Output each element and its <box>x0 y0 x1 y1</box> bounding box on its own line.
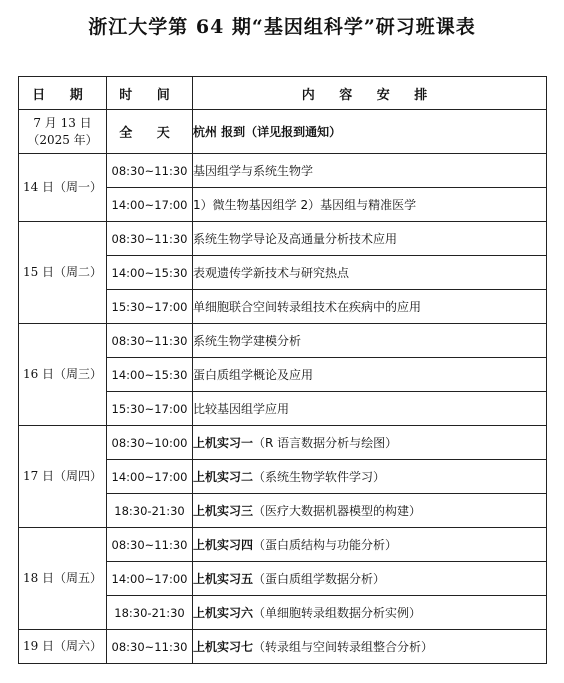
content-cell: 基因组学与系统生物学 <box>193 154 547 188</box>
session-label: 上机实习一 <box>193 436 254 450</box>
session-detail: （医疗大数据机器模型的构建） <box>253 504 422 518</box>
date-year: （2025 年） <box>27 132 98 147</box>
content-cell <box>193 630 547 664</box>
table-row <box>19 154 547 188</box>
header-content: 内 容 安 排 <box>193 77 547 110</box>
table-row <box>19 110 547 154</box>
date-cell: 18 日（周五） <box>19 528 107 630</box>
session-detail: （R 语言数据分析与绘图） <box>253 436 398 450</box>
header-row <box>19 77 547 110</box>
date-cell: 19 日（周六） <box>19 630 107 664</box>
time-cell: 18:30-21:30 <box>107 494 193 528</box>
session-detail: （转录组与空间转录组整合分析） <box>253 640 434 654</box>
time-cell: 08:30~11:30 <box>107 528 193 562</box>
time-cell: 18:30-21:30 <box>107 596 193 630</box>
time-cell: 14:00~15:30 <box>107 256 193 290</box>
content-cell: 单细胞联合空间转录组技术在疾病中的应用 <box>193 290 547 324</box>
session-label: 上机实习五 <box>193 572 254 586</box>
session-label: 上机实习四 <box>193 538 254 552</box>
date-line: 7 月 13 日 <box>33 115 92 130</box>
header-date: 日 期 <box>19 77 107 110</box>
content-cell <box>193 562 547 596</box>
time-cell: 15:30~17:00 <box>107 392 193 426</box>
table-row <box>19 630 547 664</box>
date-cell <box>19 110 107 154</box>
time-cell: 14:00~17:00 <box>107 562 193 596</box>
table-row <box>19 222 547 256</box>
time-cell: 08:30~11:30 <box>107 324 193 358</box>
session-detail: （蛋白质结构与功能分析） <box>253 538 398 552</box>
date-cell: 17 日（周四） <box>19 426 107 528</box>
time-cell: 08:30~11:30 <box>107 630 193 664</box>
date-cell: 14 日（周一） <box>19 154 107 222</box>
session-label: 上机实习三 <box>193 504 254 518</box>
time-cell: 15:30~17:00 <box>107 290 193 324</box>
table-row <box>19 528 547 562</box>
content-cell <box>193 426 547 460</box>
content-cell: 比较基因组学应用 <box>193 392 547 426</box>
content-cell <box>193 596 547 630</box>
session-detail: （单细胞转录组数据分析实例） <box>253 606 422 620</box>
time-cell: 14:00~17:00 <box>107 188 193 222</box>
content-cell: 表观遗传学新技术与研究热点 <box>193 256 547 290</box>
content-cell <box>193 460 547 494</box>
content-cell: 蛋白质组学概论及应用 <box>193 358 547 392</box>
content-cell: 杭州 报到（详见报到通知） <box>193 110 547 154</box>
time-cell: 08:30~11:30 <box>107 154 193 188</box>
schedule-table <box>18 76 547 664</box>
session-detail: （蛋白质组学数据分析） <box>253 572 386 586</box>
time-cell: 14:00~17:00 <box>107 460 193 494</box>
content-cell <box>193 494 547 528</box>
content-cell: 系统生物学建模分析 <box>193 324 547 358</box>
page-title: 浙江大学第 64 期“基因组科学”研习班课表 <box>88 16 476 38</box>
date-cell: 15 日（周二） <box>19 222 107 324</box>
table-row <box>19 324 547 358</box>
time-cell: 全 天 <box>107 110 193 154</box>
content-cell <box>193 528 547 562</box>
content-cell: 1）微生物基因组学 2）基因组与精准医学 <box>193 188 547 222</box>
time-cell: 14:00~15:30 <box>107 358 193 392</box>
content-cell: 系统生物学导论及高通量分析技术应用 <box>193 222 547 256</box>
session-label: 上机实习二 <box>193 470 254 484</box>
session-label: 上机实习七 <box>193 640 254 654</box>
time-cell: 08:30~10:00 <box>107 426 193 460</box>
table-row <box>19 426 547 460</box>
time-cell: 08:30~11:30 <box>107 222 193 256</box>
session-detail: （系统生物学软件学习） <box>253 470 386 484</box>
session-label: 上机实习六 <box>193 606 254 620</box>
date-cell: 16 日（周三） <box>19 324 107 426</box>
header-time: 时 间 <box>107 77 193 110</box>
